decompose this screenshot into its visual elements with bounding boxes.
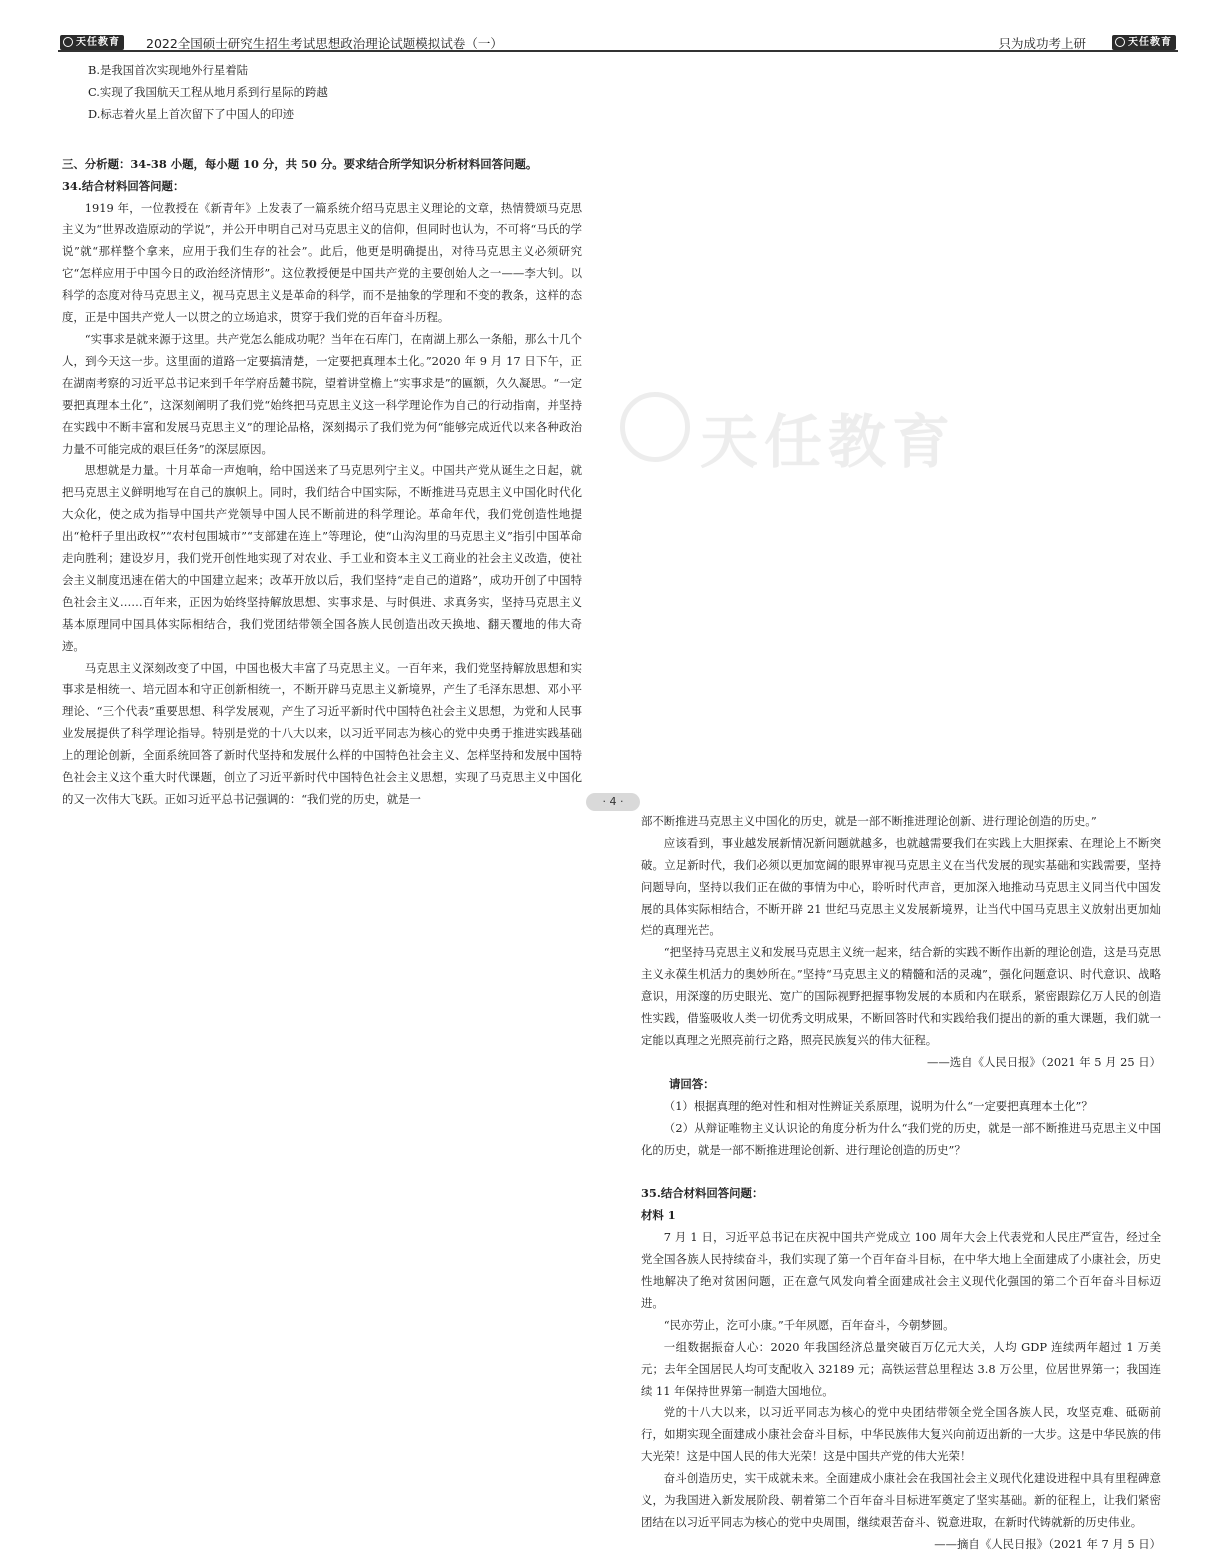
paragraph: 1919 年，一位教授在《新青年》上发表了一篇系统介绍马克思主义理论的文章，热情赞颂马克思主义为“世界改造原动的学说”，并公开申明自己对马克思主义的信仰，但同时也认为，不可将“马氏的学说”就“那样整个拿来，应用于我们生存的社会”。此后，他更是明确提出，对待马克思主义必须研究它“怎样应用于中国今日的政治经济情形”。这位教授便是中国共产党的主要创始人之一——李大钊。以科学的态度对待马克思主义，视马克思主义是革命的科学，而不是抽象的学理和不变的教条，这样的态度，正是中国共产党人一以贯之的立场追求，贯穿于我们党的百年奋斗历程。 [62,200,582,325]
option-b: B.是我国首次实现地外行星着陆 [88,63,249,77]
slogan: 只为成功考上研 [998,36,1086,51]
paragraph: “实事求是就来源于这里。共产党怎么能成功呢？当年在石库门，在南湖上那么一条船，那么十几个人，到今天这一步。这里面的道路一定要搞清楚，一定要把真理本土化。”2020 年 9 月 17 日下午，正在湖南考察的习近平总书记来到千年学府岳麓书院，望着讲堂檐上“实事求是”的匾额，久久凝思。“一定要把真理本土化”，这深刻阐明了我们党“始终把马克思主义这一科学理论作为自己的行动指南，并坚持在实践中不断丰富和发展马克思主义”的理论品格，深刻揭示了我们党为何“能够完成近代以来各种政治力量不可能完成的艰巨任务”的深层原因。 [62,331,582,456]
paragraph: 马克思主义深刻改变了中国，中国也极大丰富了马克思主义。一百年来，我们党坚持解放思想和实事求是相统一、培元固本和守正创新相统一，不断开辟马克思主义新境界，产生了毛泽东思想、邓小平理论、“三个代表”重要思想、科学发展观，产生了习近平新时代中国特色社会主义思想，为党和人民事业发展提供了科学理论指导。特别是党的十八大以来，以习近平同志为核心的党中央勇于推进实践基础上的理论创新，全面系统回答了新时代坚持和发展什么样的中国特色社会主义、怎样坚持和发展中国特色社会主义这个重大时代课题，创立了习近平新时代中国特色社会主义思想，实现了马克思主义中国化的又一次伟大飞跃。正如习近平总书记强调的：“我们党的历史，就是一 [62,660,582,806]
option-d: D.标志着火星上首次留下了中国人的印迹 [88,106,294,121]
question-item: （2）从辩证唯物主义认识论的角度分析为什么“我们党的历史，就是一部不断推进马克思主义中国化的历史，就是一部不断推进理论创新、进行理论创造的历史”？ [641,1120,1161,1157]
logo-text: 天任教育 [76,37,120,48]
logo-text: 天任教育 [1128,37,1172,48]
spacer [62,126,582,154]
question-item: （1）根据真理的绝对性和相对性辨证关系原理，说明为什么“一定要把真理本土化”？ [663,1098,1093,1113]
paragraph: “民亦劳止，汔可小康。”千年夙愿，百年奋斗，今朝梦圆。 [663,1317,955,1332]
paragraph: 应该看到，事业越发展新情况新问题就越多，也就越需要我们在实践上大胆探索、在理论上不断突破。立足新时代，我们必须以更加宽阔的眼界审视马克思主义在当代发展的现实基础和实践需要，坚持问题导向，坚持以我们正在做的事情为中心，聆听时代声音，更加深入地推动马克思主义同当代中国发展的具体实际相结合，不断开辟 21 世纪马克思主义发展新境界，让当代中国马克思主义放射出更加灿烂的真理光芒。 [641,835,1161,938]
question-34-heading: 34.结合材料回答问题： [62,178,185,193]
option-c: C.实现了我国航天工程从地月系到行星际的跨越 [88,84,328,99]
material-label: 材料 1 [641,1208,676,1223]
right-column [641,811,1161,1556]
spacer [641,1161,1161,1183]
section-heading: 三、分析题：34-38 小题，每小题 10 分，共 50 分。要求结合所学知识分析材料回答问题。 [62,156,538,171]
source-citation: ——选自《人民日报》（2021 年 5 月 25 日） [927,1054,1161,1069]
emblem-icon [1115,37,1125,47]
watermark-emblem-icon [620,392,690,462]
left-column [62,60,582,811]
ask-label: 请回答： [669,1076,715,1091]
paragraph: 一组数据振奋人心：2020 年我国经济总量突破百万亿元大关，人均 GDP 连续两年超过 1 万美元；去年全国居民人均可支配收入 32189 元；高铁运营总里程达 3.8 万公里，位居世界第一；我国连续 11 年保持世界第一制造大国地位。 [641,1339,1161,1398]
paragraph: 党的十八大以来，以习近平同志为核心的党中央团结带领全党全国各族人民，攻坚克难、砥砺前行，如期实现全面建成小康社会奋斗目标，中华民族伟大复兴向前迈出新的一大步。这是中华民族的伟大光荣！这是中国人民的伟大光荣！这是中国共产党的伟大光荣！ [641,1405,1161,1464]
exam-title: 2022全国硕士研究生招生考试思想政治理论试题模拟试卷（一） [146,36,503,51]
page-header [58,33,1178,51]
page-number: · 4 · [586,793,640,811]
brand-logo-right [1112,35,1176,50]
brand-logo-left [60,35,124,50]
header-divider [58,50,1178,52]
question-35-heading: 35.结合材料回答问题： [641,1186,764,1201]
paragraph: 思想就是力量。十月革命一声炮响，给中国送来了马克思列宁主义。中国共产党从诞生之日起，就把马克思主义鲜明地写在自己的旗帜上。同时，我们结合中国实际，不断推进马克思主义中国化时代化大众化，使之成为指导中国共产党领导中国人民不断前进的科学理论。革命年代，我们党创造性地提出“枪杆子里出政权”“农村包围城市”“支部建在连上”等理论，使“山沟沟里的马克思主义”指引中国革命走向胜利；建设岁月，我们党开创性地实现了对农业、手工业和资本主义工商业的社会主义改造，使社会主义制度迅速在偌大的中国建立起来；改革开放以后，我们坚持“走自己的道路”，成功开创了中国特色社会主义……百年来，正因为始终坚持解放思想、实事求是、与时俱进、求真务实，坚持马克思主义基本原理同中国具体实际相结合，我们党团结带领全国各族人民创造出改天换地、翻天覆地的伟大奇迹。 [62,463,582,653]
paragraph: “把坚持马克思主义和发展马克思主义统一起来，结合新的实践不断作出新的理论创造，这是马克思主义永葆生机活力的奥妙所在。”坚持“马克思主义的精髓和活的灵魂”，强化问题意识、时代意识、战略意识，用深邃的历史眼光、宽广的国际视野把握事物发展的本质和内在联系，紧密跟踪亿万人民的创造性实践，借鉴吸收人类一切优秀文明成果，不断回答时代和实践给我们提出的新的重大课题，我们就一定能以真理之光照亮前行之路，照亮民族复兴的伟大征程。 [641,945,1161,1047]
emblem-icon [63,37,73,47]
paragraph: 部不断推进马克思主义中国化的历史，就是一部不断推进理论创新、进行理论创造的历史。” [641,813,1097,828]
paragraph: 奋斗创造历史，实干成就未来。全面建成小康社会在我国社会主义现代化建设进程中具有里程碑意义，为我国进入新发展阶段、朝着第二个百年奋斗目标进军奠定了坚实基础。新的征程上，让我们紧密团结在以习近平同志为核心的党中央周围，继续艰苦奋斗、锐意进取，在新时代铸就新的历史伟业。 [641,1471,1161,1529]
watermark: 天任教育 [700,408,957,476]
source-citation: ——摘自《人民日报》（2021 年 7 月 5 日） [934,1536,1161,1551]
paragraph: 7 月 1 日，习近平总书记在庆祝中国共产党成立 100 周年大会上代表党和人民庄严宣告，经过全党全国各族人民持续奋斗，我们实现了第一个百年奋斗目标，在中华大地上全面建成了小康社会，历史性地解决了绝对贫困问题，正在意气风发向着全面建成社会主义现代化强国的第二个百年奋斗目标迈进。 [641,1230,1161,1310]
